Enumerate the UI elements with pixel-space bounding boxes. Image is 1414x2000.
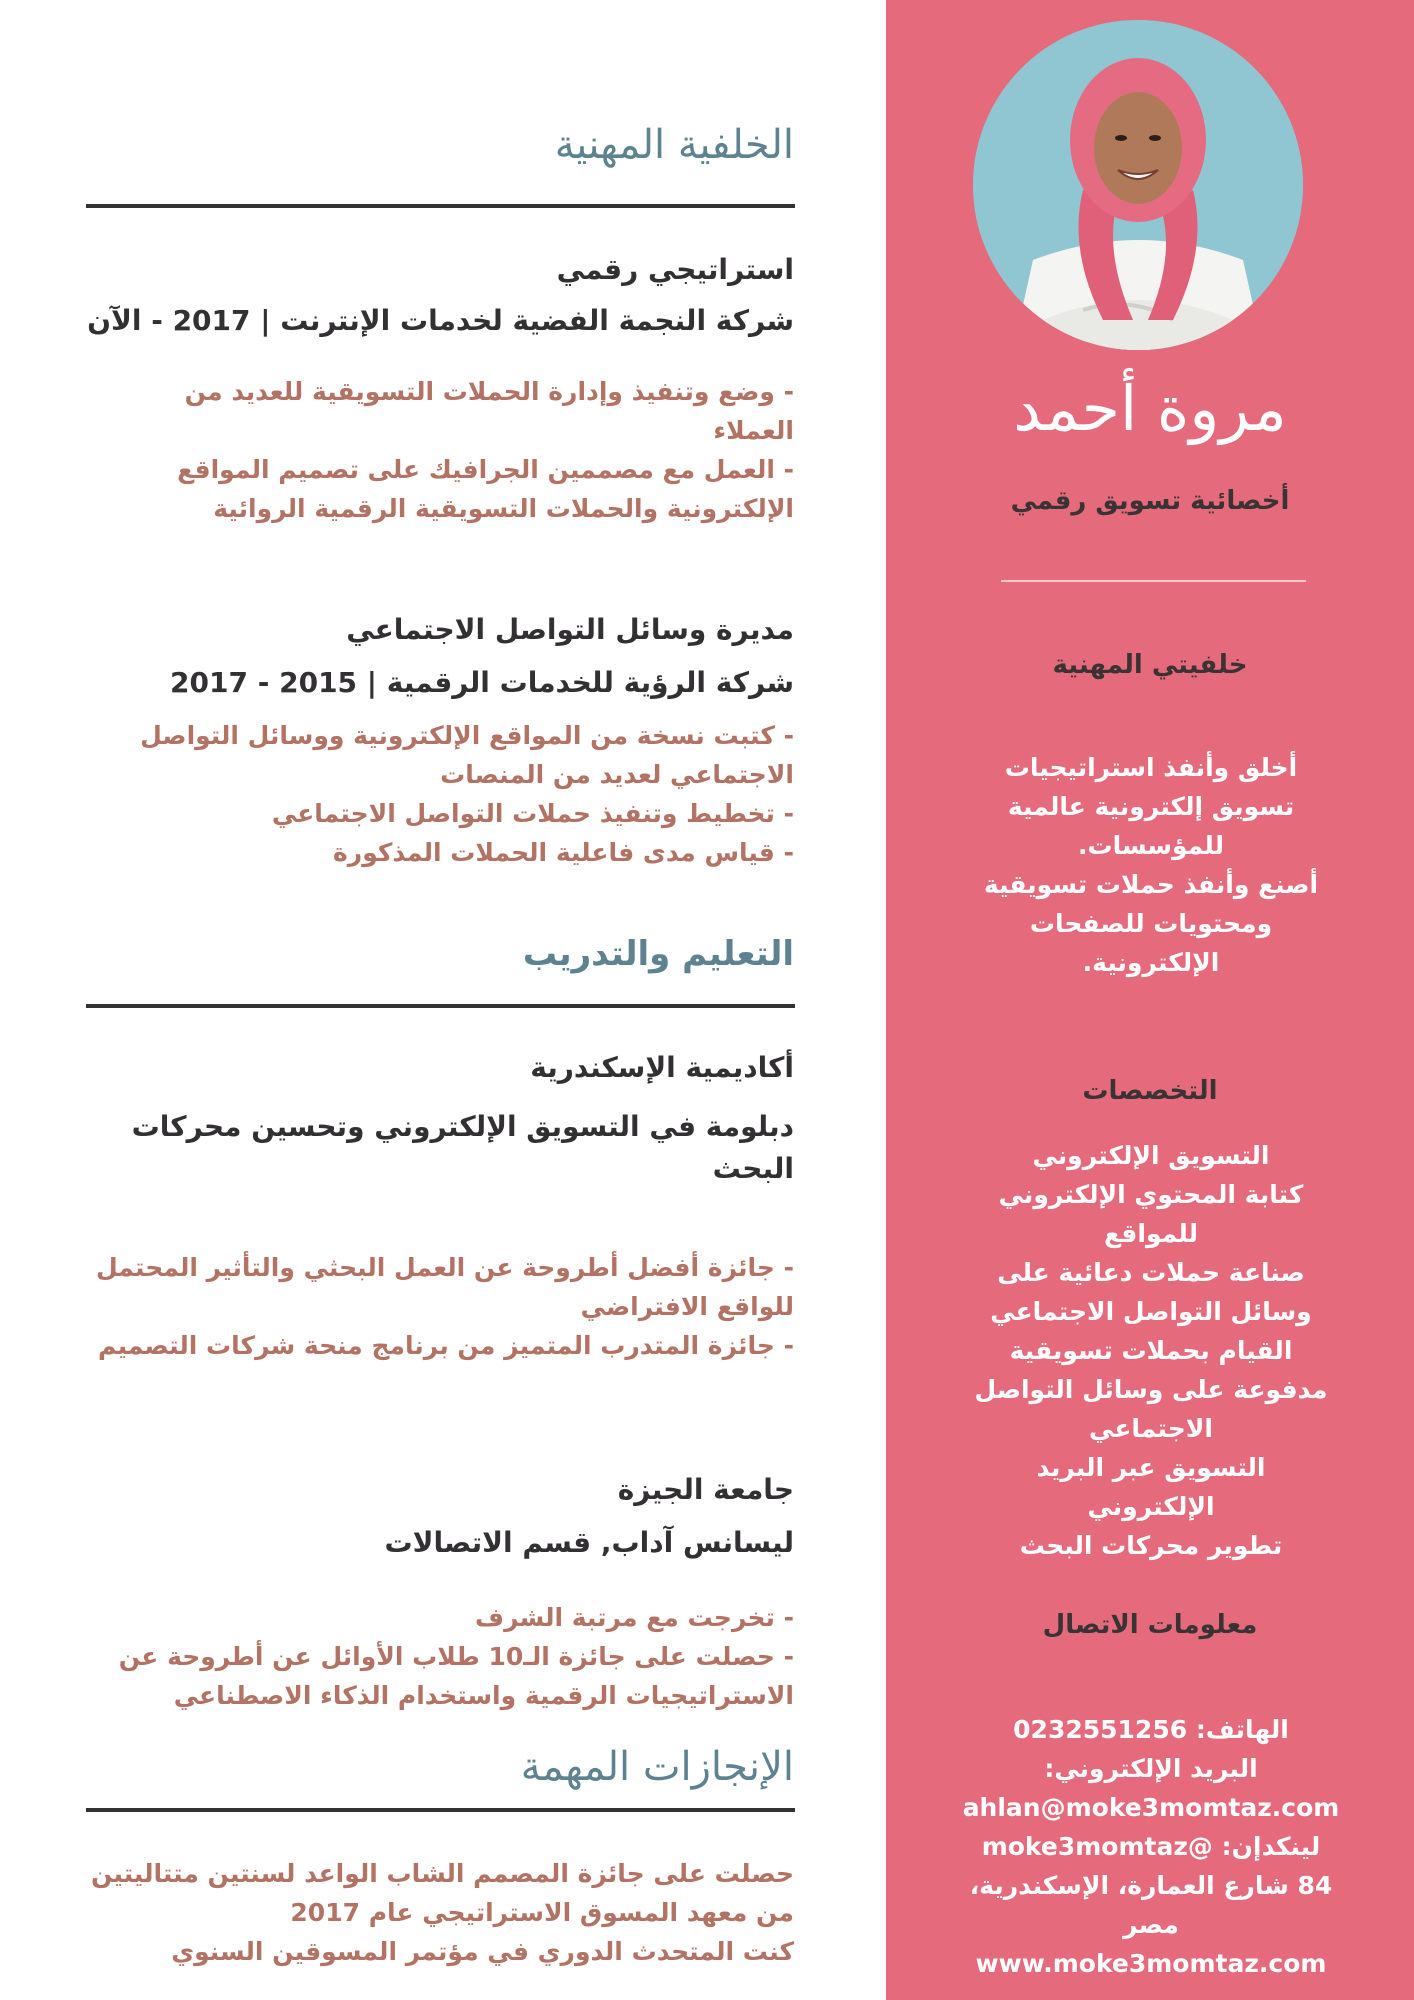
school-bullets <box>85 1598 794 1715</box>
contact-info <box>956 1710 1346 1983</box>
school-name: أكاديمية الإسكندرية <box>530 1051 794 1084</box>
about-text <box>956 748 1346 982</box>
achievement-line: من معهد المسوق الاستراتيجي عام 2017 <box>290 1898 794 1927</box>
skill-item: وسائل التواصل الاجتماعي <box>990 1297 1312 1326</box>
education-heading: التعليم والتدريب <box>522 934 794 974</box>
achievements-heading: الإنجازات المهمة <box>520 1744 794 1790</box>
skill-item: التسويق عبر البريد <box>1036 1453 1266 1482</box>
bullet-line: - وضع وتنفيذ وإدارة الحملات التسويقية للعديد من <box>184 377 794 406</box>
contact-address-country: مصر <box>1123 1910 1179 1939</box>
about-line: ومحتويات للصفحات <box>1029 909 1273 938</box>
school-degree <box>85 1106 794 1190</box>
job-title: مديرة وسائل التواصل الاجتماعي <box>346 613 794 646</box>
bullet-line: - جائزة أفضل أطروحة عن العمل البحثي والتأثير المحتمل <box>95 1253 794 1282</box>
about-line: أخلق وأنفذ استراتيجيات <box>1004 753 1298 782</box>
bullet-line: - حصلت على جائزة الـ10 طلاب الأوائل عن أطروحة عن <box>118 1642 794 1671</box>
experience-heading: الخلفية المهنية <box>554 122 794 168</box>
skill-item: مدفوعة على وسائل التواصل <box>974 1375 1328 1404</box>
bullet-line: العملاء <box>713 416 794 445</box>
skill-item: التسويق الإلكتروني <box>1032 1141 1270 1170</box>
about-line: للمؤسسات. <box>1077 831 1225 860</box>
job-bullets <box>85 372 794 528</box>
job-title: استراتيجي رقمي <box>556 253 794 286</box>
bullet-line: - كتبت نسخة من المواقع الإلكترونية ووسائل التواصل <box>140 721 794 750</box>
contact-phone: الهاتف: 0232551256 <box>1013 1715 1289 1744</box>
job-company: شركة النجمة الفضية لخدمات الإنترنت | 2017 - الآن <box>87 304 794 337</box>
contact-linkedin[interactable]: لينكدإن: @moke3momtaz <box>981 1832 1321 1861</box>
profile-photo <box>973 20 1303 350</box>
skill-item: تطوير محركات البحث <box>1019 1531 1283 1560</box>
skill-item: الاجتماعي <box>1089 1414 1213 1443</box>
contact-address: 84 شارع العمارة، الإسكندرية، <box>969 1871 1333 1900</box>
about-line: تسويق إلكترونية عالمية <box>1007 792 1295 821</box>
bullet-line: - العمل مع مصممين الجرافيك على تصميم المواقع <box>177 455 794 484</box>
contact-email-label: البريد الإلكتروني: <box>1044 1754 1258 1783</box>
job-company: شركة الرؤية للخدمات الرقمية | 2015 - 2017 <box>170 666 794 699</box>
skill-item: للمواقع <box>1103 1219 1199 1248</box>
sidebar-divider <box>1001 580 1306 582</box>
section-rule <box>86 1004 795 1008</box>
profile-photo-illustration <box>973 20 1303 350</box>
skills-heading: التخصصات <box>1082 1076 1218 1106</box>
profile-name: مروة أحمد <box>1013 372 1287 445</box>
degree-line: البحث <box>712 1152 794 1185</box>
skill-item: كتابة المحتوي الإلكتروني <box>998 1180 1304 1209</box>
bullet-line: - تخرجت مع مرتبة الشرف <box>475 1603 794 1632</box>
school-degree <box>85 1522 794 1564</box>
sidebar <box>886 0 1414 2000</box>
bullet-line: - تخطيط وتنفيذ حملات التواصل الاجتماعي <box>271 799 794 828</box>
achievement-line: حصلت على جائزة المصمم الشاب الواعد لسنتين متتاليتين <box>91 1859 794 1888</box>
school-name: جامعة الجيزة <box>617 1473 794 1506</box>
contact-email[interactable]: ahlan@moke3momtaz.com <box>962 1793 1340 1822</box>
bullet-line: الاستراتيجيات الرقمية واستخدام الذكاء الاصطناعي <box>173 1681 794 1710</box>
about-line: أصنع وأنفذ حملات تسويقية <box>983 870 1319 899</box>
section-rule <box>86 204 795 208</box>
bullet-line: الاجتماعي لعديد من المنصات <box>440 760 794 789</box>
section-rule <box>86 1808 795 1812</box>
skill-item: الإلكتروني <box>1087 1492 1215 1521</box>
profile-title: أخصائية تسويق رقمي <box>1010 486 1290 516</box>
skills-list <box>956 1136 1346 1565</box>
skill-item: القيام بحملات تسويقية <box>1009 1336 1293 1365</box>
degree-line: ليسانس آداب, قسم الاتصالات <box>384 1526 794 1559</box>
bullet-line: - قياس مدى فاعلية الحملات المذكورة <box>333 838 794 867</box>
contact-heading: معلومات الاتصال <box>1042 1610 1258 1640</box>
about-heading: خلفيتي المهنية <box>1052 650 1248 680</box>
achievements-list <box>85 1854 794 1971</box>
bullet-line: - جائزة المتدرب المتميز من برنامج منحة شركات التصميم <box>97 1331 794 1360</box>
skill-item: صناعة حملات دعائية على <box>997 1258 1305 1287</box>
bullet-line: للواقع الافتراضي <box>580 1292 794 1321</box>
contact-website[interactable]: www.moke3momtaz.com <box>975 1949 1327 1978</box>
job-bullets <box>85 716 794 872</box>
achievement-line: كنت المتحدث الدوري في مؤتمر المسوقين السنوي <box>171 1937 794 1966</box>
bullet-line: الإلكترونية والحملات التسويقية الرقمية الروائية <box>213 494 794 523</box>
about-line: الإلكترونية. <box>1082 948 1220 977</box>
degree-line: دبلومة في التسويق الإلكتروني وتحسين محركات <box>131 1110 794 1143</box>
school-bullets <box>85 1248 794 1365</box>
